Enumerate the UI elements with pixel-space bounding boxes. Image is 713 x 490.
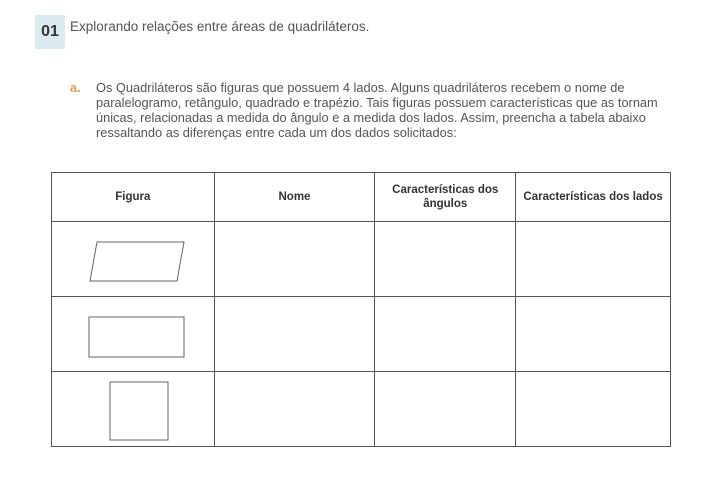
- angles-cell[interactable]: [375, 297, 516, 372]
- quadrilateral-table: [51, 172, 671, 447]
- angles-cell[interactable]: [375, 372, 516, 447]
- sides-cell[interactable]: [516, 297, 671, 372]
- table-row: [52, 222, 671, 297]
- table-row: [52, 297, 671, 372]
- header-lados: Características dos lados: [516, 173, 671, 222]
- figure-cell-parallelogram: [52, 222, 215, 297]
- sides-cell[interactable]: [516, 222, 671, 297]
- name-cell[interactable]: [214, 222, 375, 297]
- question-letter: a.: [70, 80, 81, 95]
- table-row: [52, 372, 671, 447]
- question-a: [70, 80, 695, 140]
- name-cell[interactable]: [214, 297, 375, 372]
- header-nome: Nome: [214, 173, 375, 222]
- header-figura: Figura: [52, 173, 215, 222]
- name-cell[interactable]: [214, 372, 375, 447]
- figure-cell-square: [52, 372, 215, 447]
- header-angulos: Características dos ângulos: [375, 173, 516, 222]
- sides-cell[interactable]: [516, 372, 671, 447]
- square-figure: [52, 372, 214, 446]
- parallelogram-figure: [52, 222, 214, 296]
- rectangle-figure: [52, 297, 214, 371]
- angles-cell[interactable]: [375, 222, 516, 297]
- section-number: 01: [41, 23, 59, 40]
- question-text: Os Quadriláteros são figuras que possuem 4 lados. Alguns quadriláteros recebem o nome de paralelogramo, retângulo, quadrado e trapézio. Tais figuras possuem características que as tornam únicas, relacionadas a medida do ângulo e a medida dos lados. Assim, preencha a tabela abaixo ressaltando as diferenças entre cada um dos dados solicitados:: [96, 80, 658, 140]
- section-number-badge: [35, 15, 65, 49]
- table-header-row: [52, 173, 671, 222]
- section-title: Explorando relações entre áreas de quadriláteros.: [70, 19, 370, 34]
- figure-cell-rectangle: [52, 297, 215, 372]
